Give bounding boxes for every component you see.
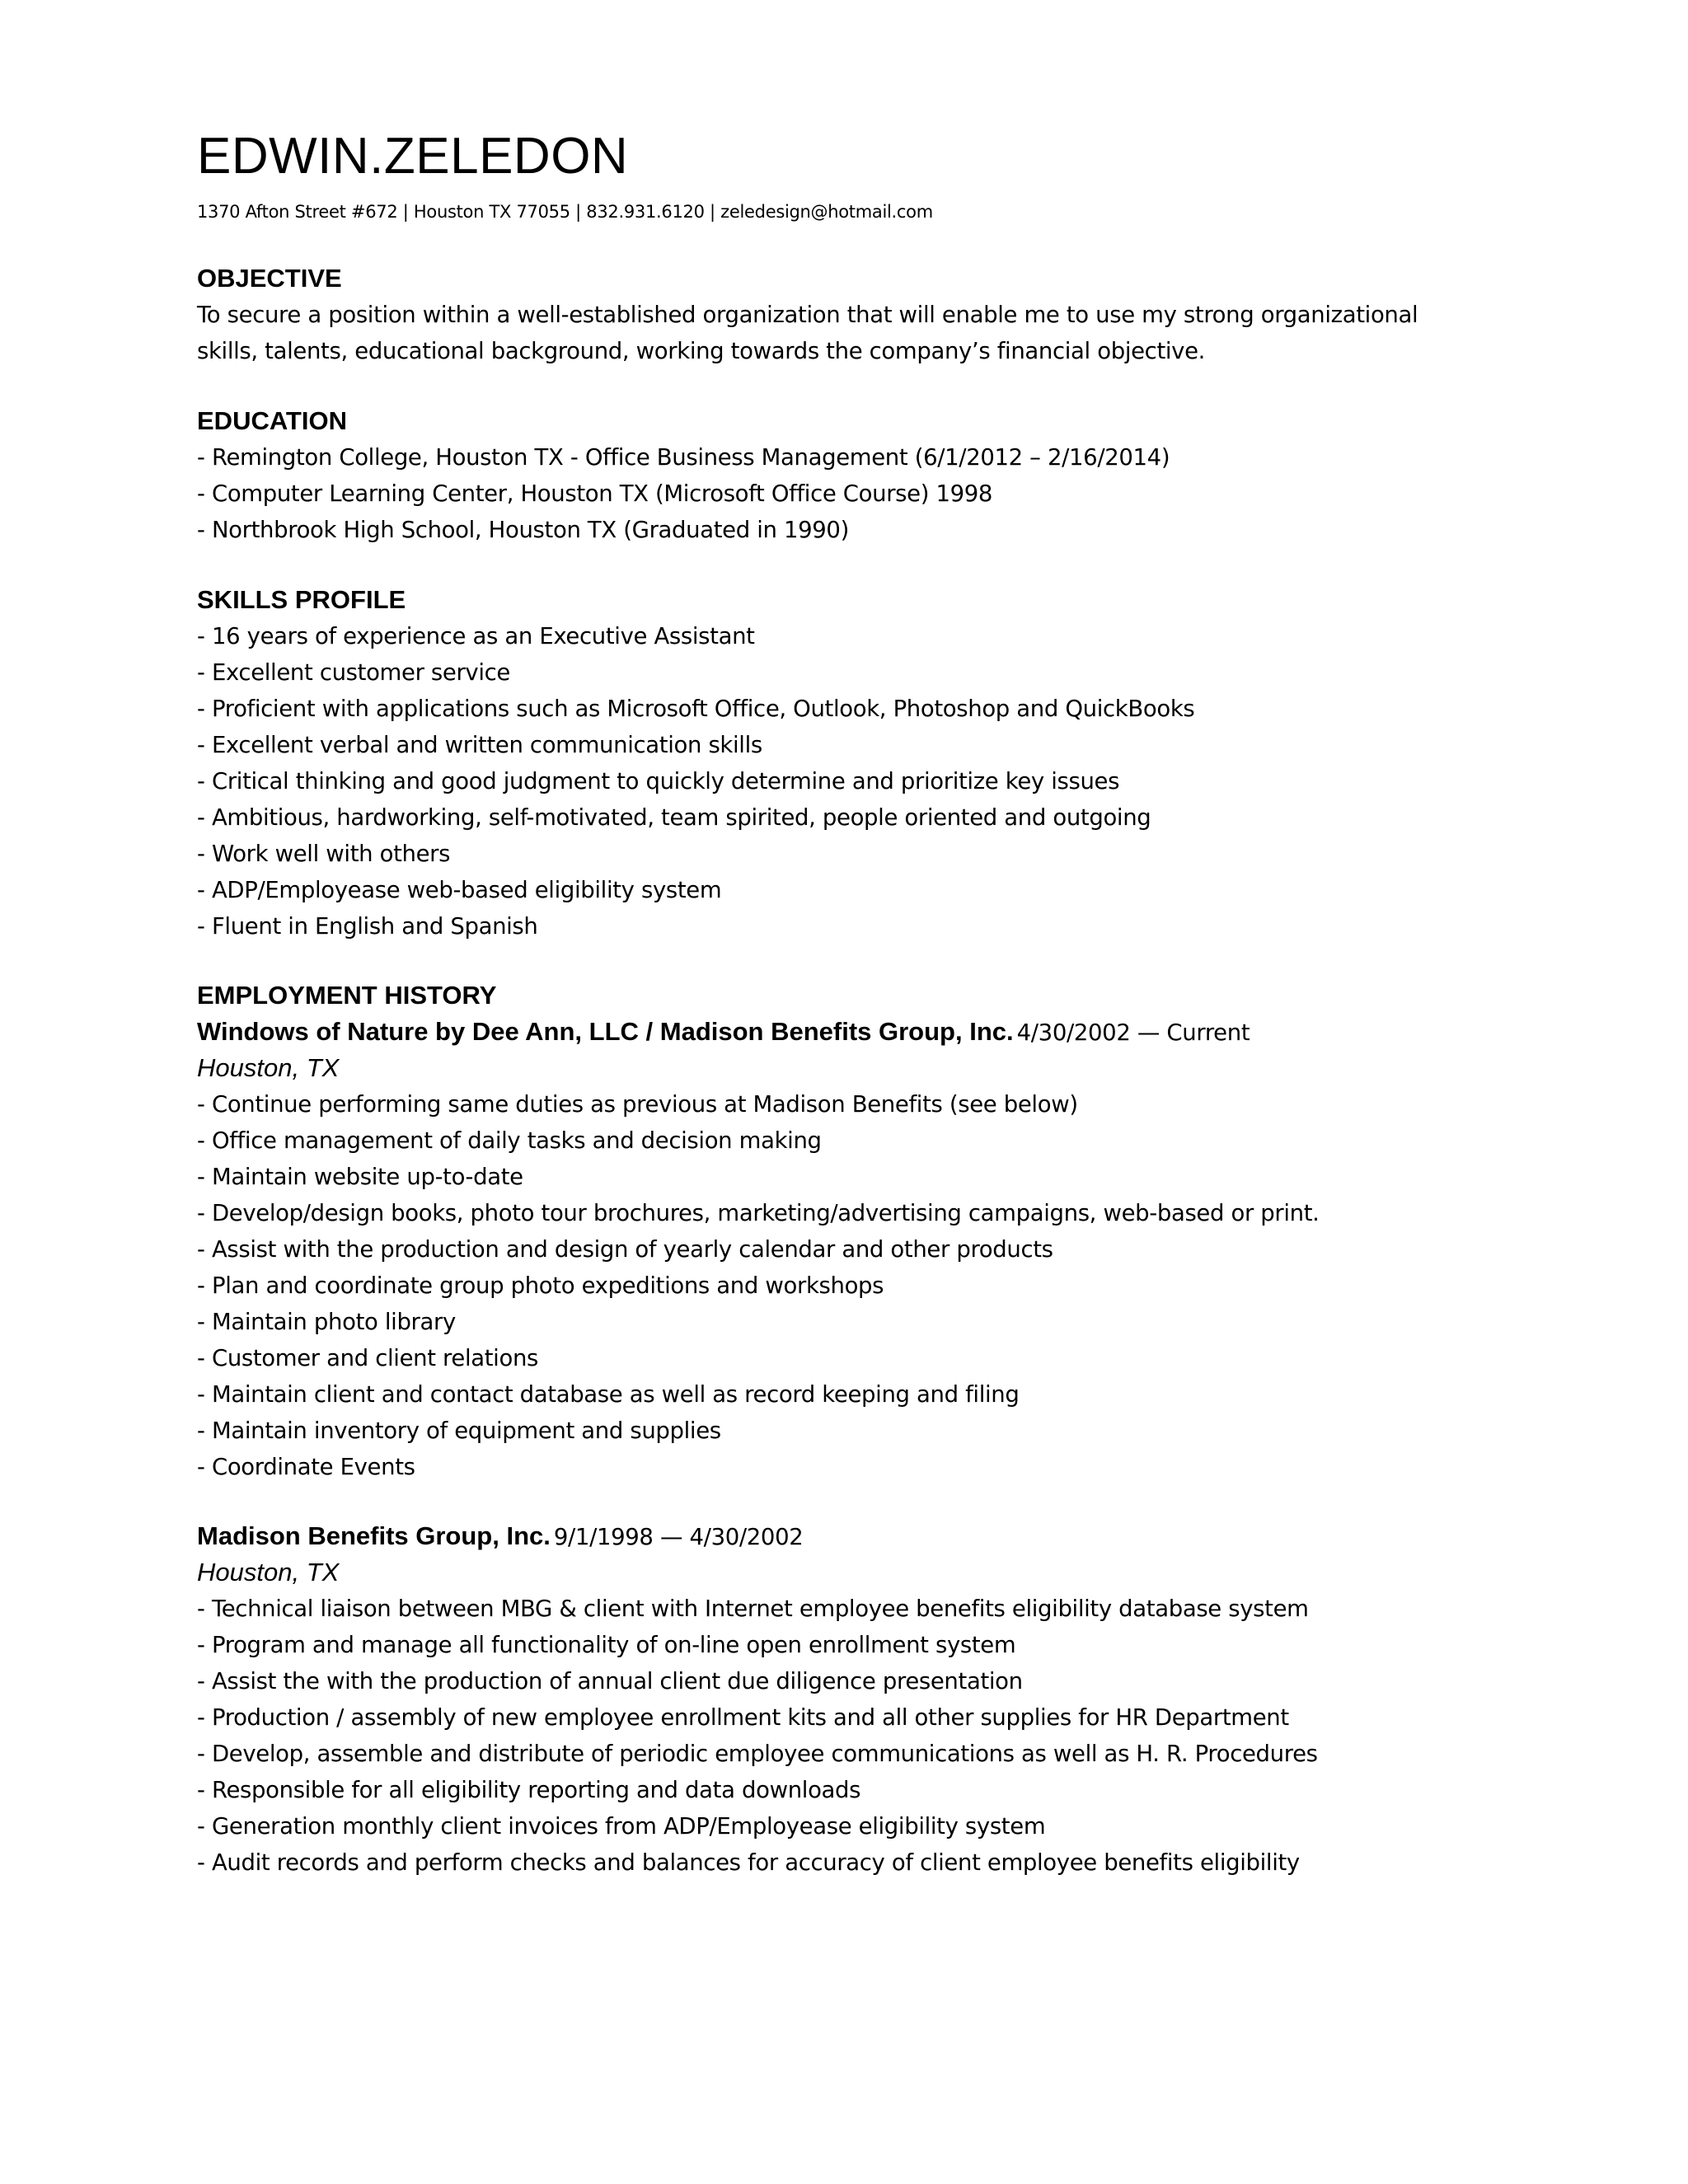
employment-heading: EMPLOYMENT HISTORY [197,981,497,1010]
job-duty: - Plan and coordinate group photo expeditions and workshops [197,1272,884,1299]
job-duty: - Production / assembly of new employee enrollment kits and all other supplies for HR Department [197,1704,1289,1731]
job-duty: - Customer and client relations [197,1345,539,1371]
job-duty: - Responsible for all eligibility reporting and data downloads [197,1777,861,1803]
education-heading: EDUCATION [197,406,347,435]
job-duty: - Program and manage all functionality of on-line open enrollment system [197,1632,1016,1658]
skill-item: - Critical thinking and good judgment to quickly determine and prioritize key issues [197,768,1120,794]
skill-item: - Excellent customer service [197,659,510,686]
job-duty: - Develop, assemble and distribute of periodic employee communications as well as H. R. Procedures [197,1741,1318,1767]
skill-item: - 16 years of experience as an Executive Assistant [197,623,755,649]
skill-item: - ADP/Employease web-based eligibility system [197,877,722,903]
job-duty: - Coordinate Events [197,1454,415,1480]
education-item: - Remington College, Houston TX - Office Business Management (6/1/2012 – 2/16/2014) [197,444,1170,471]
skill-item: - Ambitious, hardworking, self-motivated, team spirited, people oriented and outgoing [197,804,1151,831]
job-duty: - Assist with the production and design of yearly calendar and other products [197,1236,1053,1263]
skills-heading: SKILLS PROFILE [197,585,406,614]
job-company: Madison Benefits Group, Inc. [197,1521,551,1550]
job-dates: 9/1/1998 — 4/30/2002 [553,1524,804,1550]
job-duty: - Maintain inventory of equipment and supplies [197,1418,721,1444]
education-item: - Northbrook High School, Houston TX (Graduated in 1990) [197,517,849,543]
job-location: Houston, TX [197,1558,340,1586]
candidate-name: EDWIN.ZELEDON [197,128,629,185]
job-duty: - Technical liaison between MBG & client with Internet employee benefits eligibility database system [197,1596,1309,1622]
objective-line: To secure a position within a well-established organization that will enable me to use my strong organizational [197,302,1418,328]
job-duty: - Maintain website up-to-date [197,1164,523,1190]
skill-item: - Fluent in English and Spanish [197,913,538,940]
skill-item: - Excellent verbal and written communication skills [197,732,762,758]
skill-item: - Proficient with applications such as Microsoft Office, Outlook, Photoshop and QuickBooks [197,696,1195,722]
contact-info: 1370 Afton Street #672 | Houston TX 77055 | 832.931.6120 | zeledesign@hotmail.com [197,202,933,222]
job-title [197,1520,803,1558]
job-duty: - Assist the with the production of annual client due diligence presentation [197,1668,1023,1694]
job-duty: - Continue performing same duties as previous at Madison Benefits (see below) [197,1091,1078,1118]
job-duty: - Generation monthly client invoices from ADP/Employease eligibility system [197,1813,1046,1840]
job-dates: 4/30/2002 — Current [1016,1019,1250,1046]
job-duty: - Audit records and perform checks and balances for accuracy of client employee benefits eligibility [197,1849,1300,1876]
job-duty: - Office management of daily tasks and decision making [197,1127,822,1154]
objective-line: skills, talents, educational background, working towards the company’s financial objective. [197,338,1206,364]
job-duty: - Maintain photo library [197,1309,456,1335]
job-location: Houston, TX [197,1053,340,1082]
objective-heading: OBJECTIVE [197,264,342,293]
job-title [197,1015,1250,1053]
skill-item: - Work well with others [197,841,451,867]
job-duty: - Develop/design books, photo tour brochures, marketing/advertising campaigns, web-based or print. [197,1200,1320,1226]
education-item: - Computer Learning Center, Houston TX (Microsoft Office Course) 1998 [197,480,993,507]
job-company: Windows of Nature by Dee Ann, LLC / Madison Benefits Group, Inc. [197,1017,1014,1046]
job-duty: - Maintain client and contact database as well as record keeping and filing [197,1381,1020,1408]
